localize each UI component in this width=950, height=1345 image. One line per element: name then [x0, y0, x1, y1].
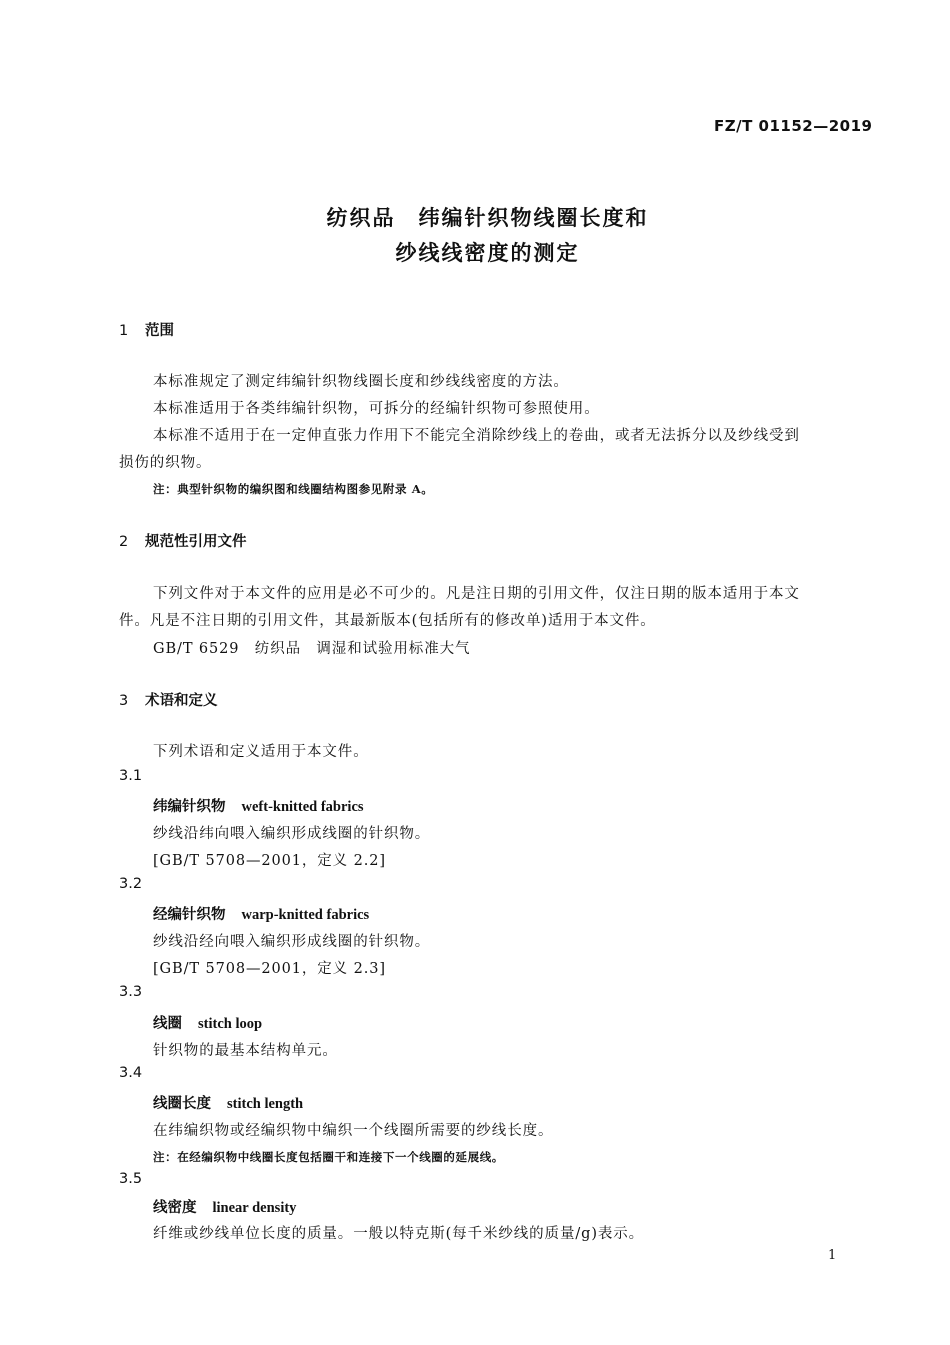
term-definition: 在纬编织物或经编织物中编织一个线圈所需要的纱线长度。 — [153, 1123, 554, 1139]
reference-item: GB/T 6529 纺织品 调湿和试验用标准大气 — [153, 641, 471, 657]
term-definition: 针织物的最基本结构单元。 — [153, 1043, 338, 1059]
scope-note: 注：典型针织物的编织图和线圈结构图参见附录 A。 — [153, 482, 434, 496]
document-title-line1: 纺织品 纬编针织物线圈长度和 — [326, 206, 649, 230]
term-number: 3.2 — [119, 876, 143, 892]
references-paragraph-line1: 下列文件对于本文件的应用是必不可少的。凡是注日期的引用文件，仅注日期的版本适用于本文 — [153, 586, 800, 602]
section-number: 1 — [119, 323, 129, 339]
scope-paragraph-3-line2: 损伤的织物。 — [119, 455, 212, 471]
section-1-heading — [119, 319, 174, 340]
term-en: stitch loop — [198, 1016, 263, 1032]
term-number: 3.3 — [119, 984, 143, 1000]
term-heading — [153, 1092, 303, 1113]
term-definition: 纱线沿纬向喂入编织形成线圈的针织物。 — [153, 826, 431, 842]
section-2-heading — [119, 530, 247, 551]
document-title-line2: 纱线线密度的测定 — [395, 241, 580, 265]
page-number: 1 — [828, 1248, 837, 1263]
section-title: 规范性引用文件 — [145, 534, 247, 550]
references-paragraph-line2: 件。凡是不注日期的引用文件，其最新版本(包括所有的修改单)适用于本文件。 — [119, 613, 656, 629]
scope-paragraph-3-line1: 本标准不适用于在一定伸直张力作用下不能完全消除纱线上的卷曲，或者无法拆分以及纱线受到 — [153, 428, 800, 444]
term-zh: 线密度 — [153, 1199, 197, 1216]
term-source: [GB/T 5708—2001，定义 2.3] — [153, 961, 386, 977]
term-heading — [153, 1196, 296, 1217]
term-heading — [153, 1012, 262, 1033]
term-note: 注：在经编织物中线圈长度包括圈干和连接下一个线圈的延展线。 — [153, 1150, 504, 1164]
term-en: linear density — [212, 1200, 297, 1216]
section-title: 范围 — [145, 323, 174, 339]
term-heading — [153, 903, 369, 924]
standard-number: FZ/T 01152—2019 — [714, 117, 873, 135]
term-en: warp-knitted fabrics — [241, 907, 370, 923]
terms-intro: 下列术语和定义适用于本文件。 — [153, 744, 369, 760]
section-number: 2 — [119, 534, 129, 550]
term-zh: 线圈 — [153, 1015, 182, 1032]
term-en: weft-knitted fabrics — [241, 799, 364, 815]
term-number: 3.1 — [119, 768, 143, 784]
term-zh: 经编针织物 — [153, 906, 226, 923]
term-zh: 线圈长度 — [153, 1095, 211, 1112]
term-en: stitch length — [227, 1096, 304, 1112]
term-source: [GB/T 5708—2001，定义 2.2] — [153, 853, 386, 869]
scope-paragraph-1: 本标准规定了测定纬编针织物线圈长度和纱线线密度的方法。 — [153, 374, 569, 390]
section-3-heading — [119, 689, 218, 710]
term-definition: 纤维或纱线单位长度的质量。一般以特克斯(每千米纱线的质量/g)表示。 — [153, 1226, 645, 1242]
term-zh: 纬编针织物 — [153, 798, 226, 815]
scope-paragraph-2: 本标准适用于各类纬编针织物，可拆分的经编针织物可参照使用。 — [153, 401, 600, 417]
term-heading — [153, 795, 364, 816]
term-number: 3.5 — [119, 1171, 143, 1187]
term-number: 3.4 — [119, 1065, 143, 1081]
section-title: 术语和定义 — [145, 693, 218, 709]
section-number: 3 — [119, 693, 129, 709]
term-definition: 纱线沿经向喂入编织形成线圈的针织物。 — [153, 934, 431, 950]
